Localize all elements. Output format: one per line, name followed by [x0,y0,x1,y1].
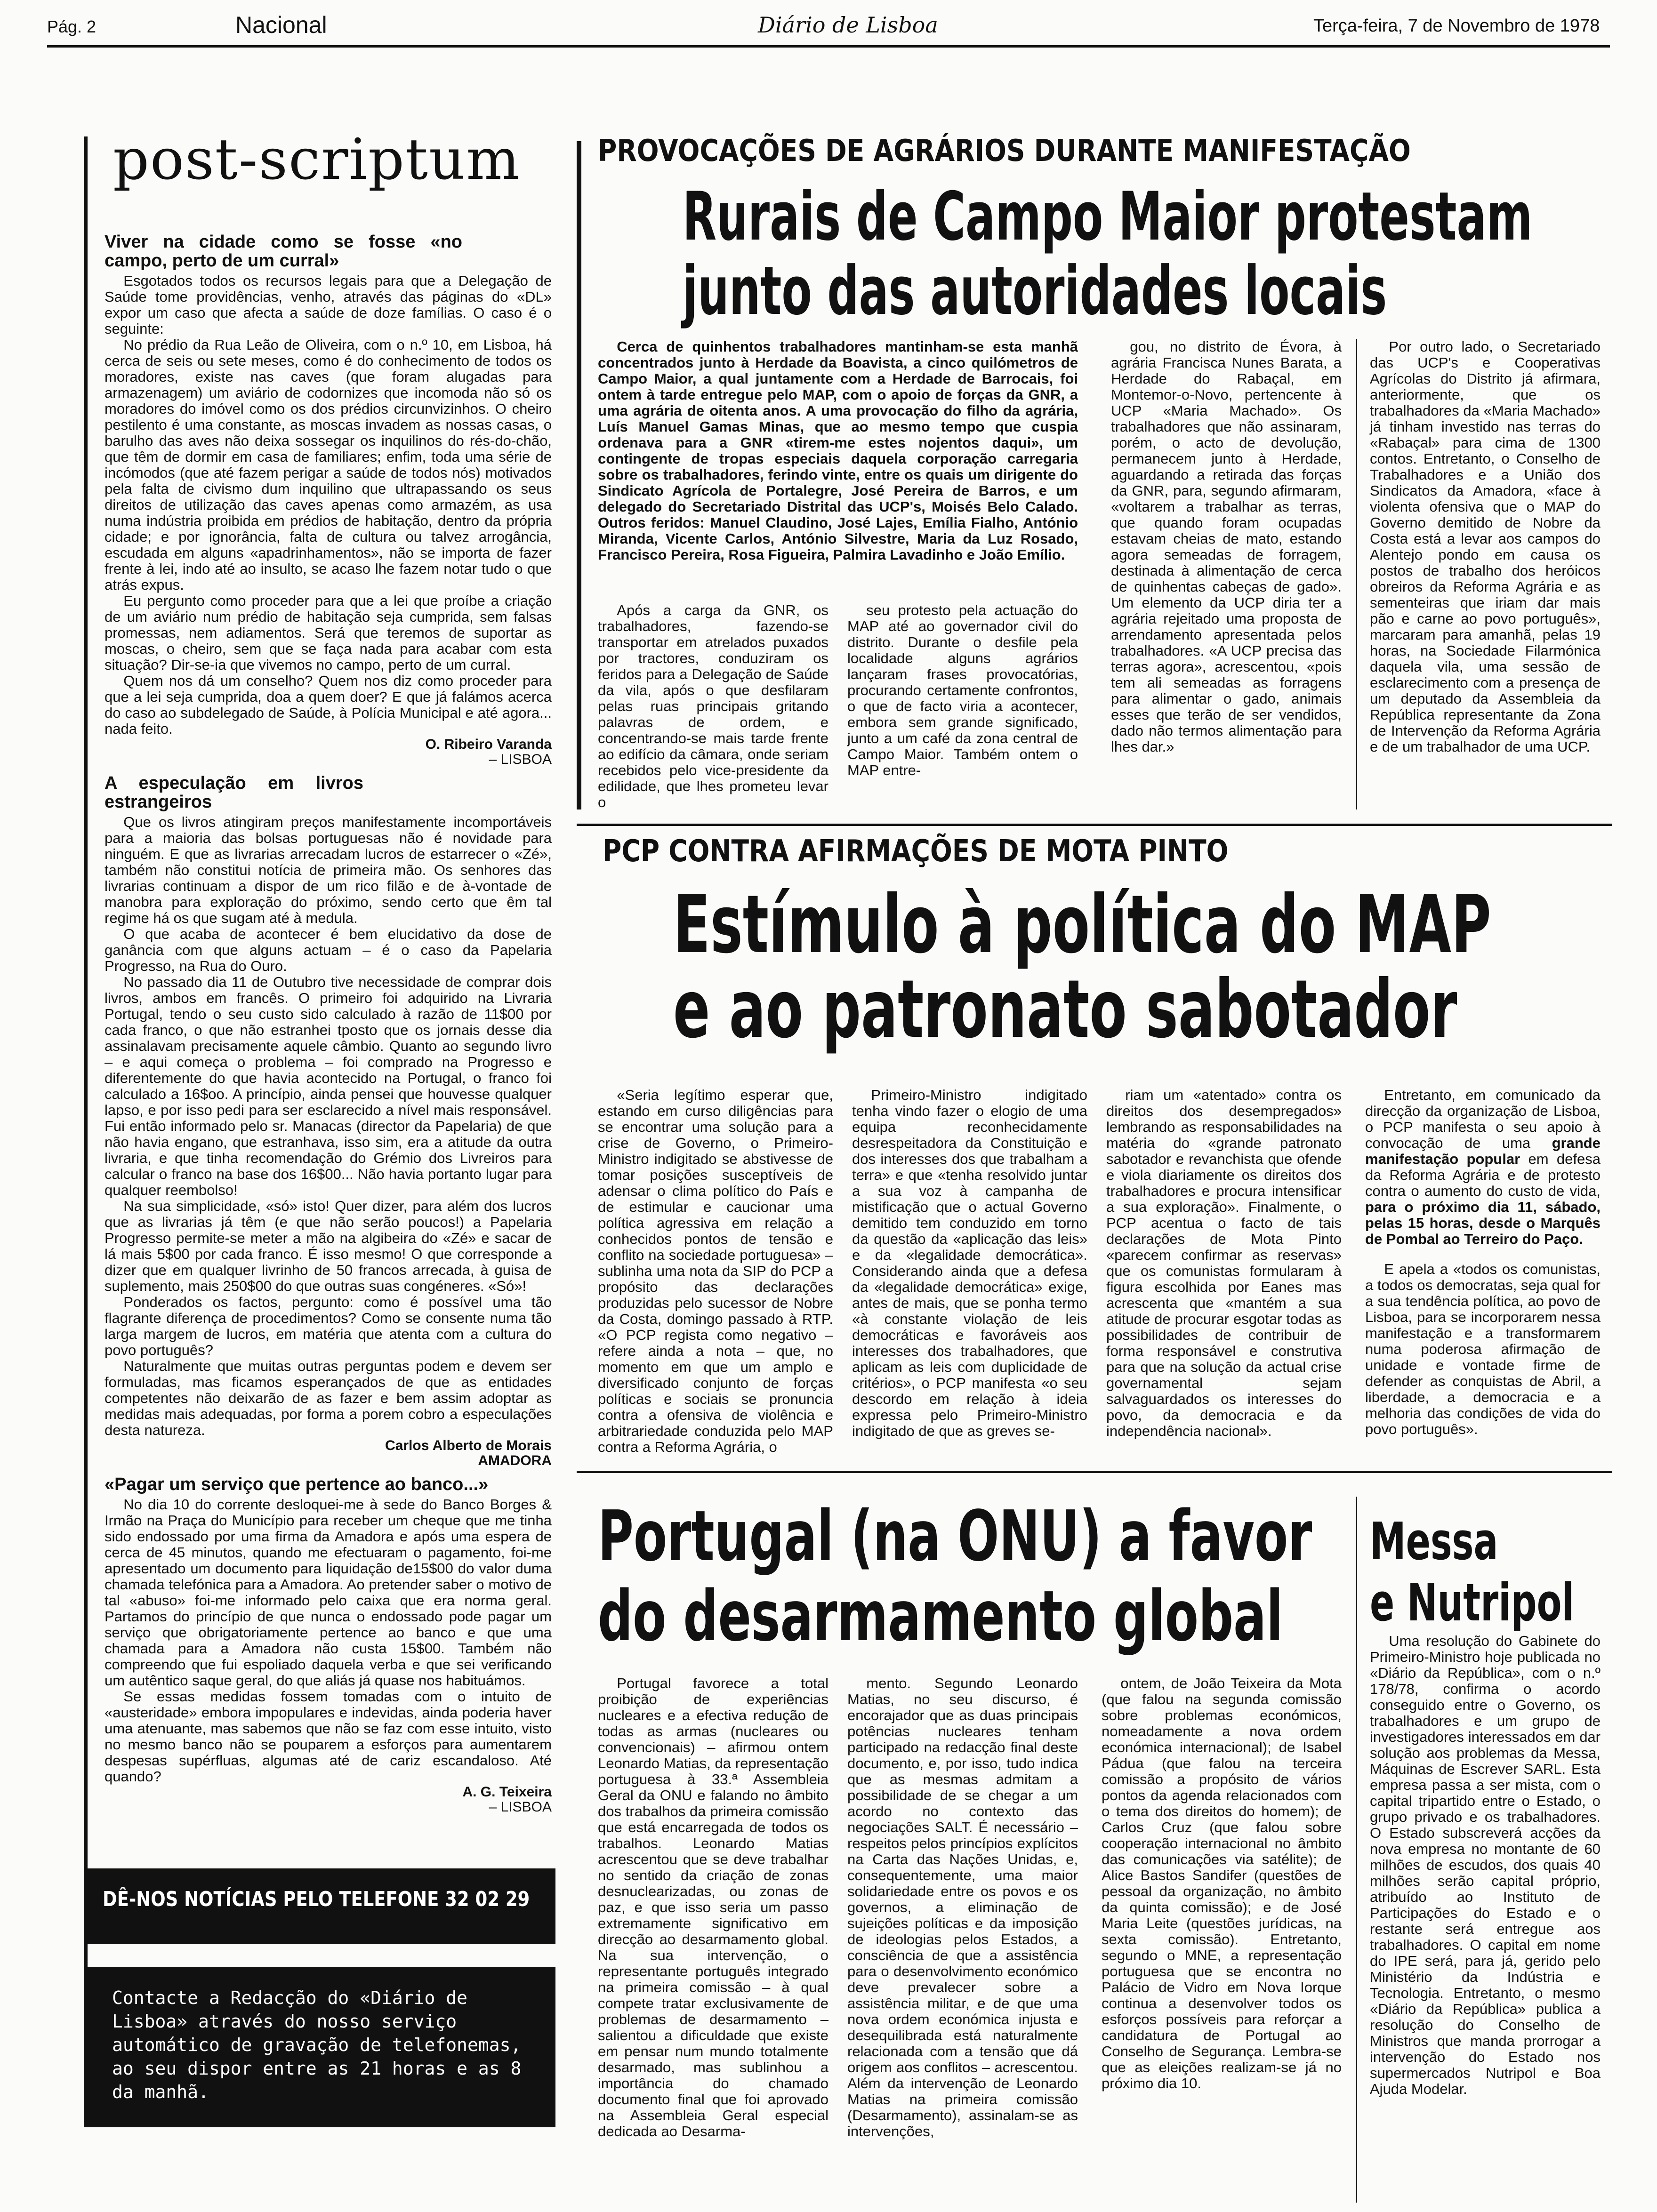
letter-2-p3: No passado dia 11 de Outubro tive necessidade de comprar dois livros, ambos em francês. O primeiro foi adquirido na Livraria Portugal, tendo o seu custo sido calculado à razão de 11$00 por cada franco, o que não estranhei tposto que os jornais desse dia assinalavam precisamente aquele câmbio. Quanto ao segundo livro – e aqui começa o problema – foi comprado na Progresso e diferentemente do que havia acontecido na Portugal, o franco foi calculado a 16$oo. A princípio, ainda pensei que houvesse qualquer lapso, e por isso pedi para ser esclarecido a nível mais responsável. Fui então informado pelo sr. Manacas (director da Papelaria) de que não havia engano, que estranhava, isso sim, era a atitude da outra livraria, e que tinha recomendação do Grémio dos Livreiros para calcular o franco na base dos 16$00... Não havia portanto lugar para qualquer reembolso! [105,974,552,1198]
pcp-col-d-p1-mid: em defesa da Reforma Agrária e de protesto contra o aumento do custo de vida, [1365,1151,1601,1199]
rurais-col-d [1370,339,1601,809]
letter-1-p1: Esgotados todos os recursos legais para que a Delegação de Saúde tome providências, venho, através das páginas do «DL» expor um caso que afecta a saúde de doze famílias. O caso é o seguinte: [105,272,552,337]
onu-col-b-text: mento. Segundo Leonardo Matias, no seu discurso, é encorajador que as duas principais potências nucleares tenham participado na redacção final deste documento, e, por isso, tudo indica que as mesmas admitam a possibilidade de se chegar a um acordo no contexto das negociações SALT. É necessário – respeitos pelos princípios explícitos na Carta das Nações Unidas, e, consequentemente, uma maior solidariedade entre os povos e os governos, a eliminação de sujeições políticas e da imposição de ideologias pelos Estados, a consciência de que a assistência para o desenvolvimento económico deve prevalecer sobre a assistência militar, e de que uma nova ordem económica injusta e desequilibrada está naturalmente relacionada com a tensão que dá origem aos conflitos – acrescentou. Além da intervenção de Leonardo Matias na primeira comissão (Desarmamento), assinalam-se as intervenções, [847,1675,1078,2140]
onu-headline-1: Portugal (na ONU) a favor [598,1496,1312,1577]
messa-headline-2: e Nutripol [1370,1572,1574,1633]
pcp-headline-2: e ao patronato sabotador [673,963,1457,1056]
rurais-headline-1: Rurais de Campo Maior protestam [683,178,1533,256]
letter-1-p4: Quem nos dá um conselho? Quem nos diz como proceder para que a lei seja cumprida, doa a quem doer? E que já falámos acerca do caso ao subdelegado de Saúde, à Polícia Municipal e até agora... nada feito. [105,673,552,737]
letter-3-title: «Pagar um serviço que pertence ao banco...» [105,1475,489,1494]
letter-1-title: Viver na cidade como se fosse «no campo, perto de um curral» [105,232,462,271]
section-name: Nacional [235,12,327,38]
onu-headline-2: do desarmamento global [598,1576,1283,1657]
letter-3-p1: No dia 10 do corrente desloquei-me à sede do Banco Borges & Irmão na Praça do Município para receber um cheque que me tinha sido endossado por uma firma da Amadora e após uma espera de cerca de 45 minutos, quando me efectuaram o pagamento, foi-me apresentado um documento para liquidação de15$00 do valor duma chamada telefónica para a Amadora. Ao pretender saber o motivo de tal «abuso» foi-me informado pelo caixa que era norma geral. Partamos do princípio de que nunca o endossado pode pagar um serviço que obrigatoriamente pertence ao banco e que uma chamada para a Amadora não custa 15$00. Também não compreendo que fui espoliado daquela verba e que sei verificando um autêntico saque geral, do que aliás já quase nos habituámos. [105,1496,552,1689]
letter-1-place: – LISBOA [489,752,552,767]
pcp-col-b-text: Primeiro-Ministro indigitado tenha vindo fazer o elogio de uma equipa reconhecidamente desrespeitadora da Constituição e dos interesses dos que trabalham a terra» e que «tenha resolvido juntar a sua voz à campanha de mistificação que o actual Governo demitido tem conduzido em torno da questão da «aplicação das leis» e da «legalidade democrática». Considerando ainda que a defesa da «legalidade democrática» exige, antes de mais, que se ponha termo «à constante violação de leis democráticas e favoráveis aos interesses dos trabalhadores, que aplicam as leis com duplicidade de critérios», o PCP manifesta «o seu descordo em relação à ideia expressa pelo Primeiro-Ministro indigitado de que as greves se- [852,1087,1087,1439]
pcp-col-d-p1-bold: grande manifestação popular [1365,1135,1601,1167]
messa-headline-1: Messa [1370,1511,1498,1571]
letter-3-p2: Se essas medidas fossem tomadas com o intuito de «austeridade» embora impopulares e indevidas, ainda poderia haver uma atenuante, mas sabemos que não se faz com esse intuito, visto no mesmo banco não se pouparem a esforços para aumentarem despesas supérfluas, algumas até de cariz escandaloso. Até quando? [105,1688,552,1785]
postscriptum-column [105,226,552,1845]
pcp-headline-1: Estímulo à política do MAP [673,878,1491,971]
pcp-col-a [598,1087,833,1455]
rurais-col-c [1111,339,1342,809]
postscriptum-left-bar [84,136,88,2127]
letter-2-place: AMADORA [478,1453,552,1468]
rurais-headline-2: junto das autoridades locais [683,252,1387,330]
pcp-kicker: PCP CONTRA AFIRMAÇÕES DE MOTA PINTO [603,834,1229,869]
letter-2-signature: Carlos Alberto de Morais [385,1438,552,1453]
letter-2-title: A especulação em livros estrangeiros [105,773,363,812]
pcp-col-c-text: riam um «atentado» contra os direitos dos desempregados» lembrando as responsabilidades na matéria do «grande patronato sabotador e revanchista que ofende e viola diariamente os direitos dos trabalhadores e procura intensificar a sua exploração». Finalmente, o PCP acentua o facto de tais declarações de Mota Pinto «parecem confirmar as reservas» que os comunistas formularam à figura escolhida por Eanes mas acrescenta que «mantém a sua atitude de procurar esgotar todas as possibilidades de contribuir de forma responsável e construtiva para que na solução da actual crise governamental sejam salvaguardados os interesses do povo, da democracia e da independência nacional». [1106,1087,1342,1439]
onu-col-a [598,1675,828,2203]
rurais-bottom-rule [577,824,1612,826]
letter-2-p1: Que os livros atingiram preços manifestamente incomportáveis para a maioria das bolsas portuguesas não é novidade para ninguém. E que as livrarias arrecadam lucros de estarrecer o «Zé», também não constitui notícia de primeira mão. Os senhores das livrarias continuam a dispor de um rico filão e de à-vontade de manobra para exploração do próximo, sendo certo que êm tal regime há os que sugam até à medula. [105,814,552,926]
pcp-col-c [1106,1087,1342,1445]
letter-3-place: – LISBOA [489,1799,552,1815]
phone-box-text: Contacte a Redacção do «Diário de Lisboa» através do nosso serviço automático de gravação de telefonemas, ao seu dispor entre as 21 horas e as 8 da manhã. [112,1988,522,2102]
onu-col-c-text: ontem, de João Teixeira da Mota (que falou na segunda comissão sobre problemas económicos, nomeadamente a nova ordem económica internacional); de Isabel Pádua (que falou na terceira comissão a propósito de vários pontos da agenda relacionados com o tema dos direitos do homem); de Carlos Cruz (que falou sobre cooperação internacional no âmbito das comunicações via satélite); de Alice Bastos Sandifer (questões de pessoal da organização, no âmbito da quinta comissão); e de José Maria Leite (questões jurídicas, na sexta comissão). Entretanto, segundo o MNE, a representação portuguesa que se encontra no Palácio de Vidro em Nova Iorque continua a desenvolver todos os esforços possíveis para reforçar a candidatura de Portugal ao Conselho de Segurança. Lembra-se que as eleições realizam-se já no próximo dia 10. [1102,1675,1342,2092]
pcp-col-d-p2: E apela a «todos os comunistas, a todos os democratas, seja qual for a sua tendência política, ao povo de Lisboa, para se incorporarem nessa manifestação e a transformarem numa poderosa afirmação de unidade e vontade firme de defender as conquistas de Abril, a liberdade, a democracia e a melhoria das condições de vida do povo português». [1365,1261,1601,1437]
rurais-lead-text: Cerca de quinhentos trabalhadores mantinham-se esta manhã concentrados junto à Herdade da Boavista, a cinco quilómetros de Campo Maior, a qual juntamente com a Herdade de Barrocais, foi ontem à tarde entregue pelo MAP, com o apoio de forças da GNR, a uma agrária de oitenta anos. A uma provocação do filho da agrária, Luís Manuel Gamas Minas, que ao mesmo tempo que cuspia ordenava para a GNR «tirem-me estes nojentos daqui», um contingente de tropas especiais daquela corporação carregaria sobre os trabalhadores, ferindo vinte, entre os quais um dirigente do Sindicato Agrícola de Portalegre, José Pereira de Barros, e um delegado do Secretariado Distrital das UCP's, Moisés Belo Calado. Outros feridos: Manuel Claudino, José Lajes, Emília Fialho, António Miranda, Vicente Carlos, António Silvestre, Maria da Luz Rosado, Francisco Pereira, Rosa Figueira, Palmira Lavadinho e João Emílio. [598,338,1078,563]
letter-1-p2: No prédio da Rua Leão de Oliveira, com o n.º 10, em Lisboa, há cerca de seis ou sete meses, como é do conhecimento de todos os moradores, existe nas caves (que foram alugadas para armazenagem) um aviário de codornizes que incomoda não só os moradores do imóvel como os dos prédios circunvizinhos. O cheiro pestilento é uma constante, as moscas invadem as nossas casas, o barulho das aves não deixa sossegar os inquilinos do rés-do-chão, que têm de dormir em casa de familiares; enfim, toda uma série de incómodos (que até fazem perigar a saúde de todos nós) motivados pela falta de civismo dum inquilino que ultrapassando os seus direitos de utilização das caves apenas como armazém, as usa numa indústria proibida em prédios de habitação, dentro da própria cidade; e por ignorância, falta de cultura ou talvez arrogância, escudada em alguns «apadrinhamentos», não se importa de fazer frente à lei, indo até ao insulto, se acaso lhe fazem notar tudo o que atrás expus. [105,337,552,593]
pcp-col-b [852,1087,1087,1445]
onu-messa-divider [1356,1497,1357,2203]
onu-col-c [1102,1675,1342,2203]
pcp-col-d-p1-bold2: para o próximo dia 11, sábado, pelas 15 horas, desde o Marquês de Pombal ao Terreiro do Paço. [1365,1199,1601,1247]
pcp-col-d [1365,1087,1601,1445]
rurais-lead [598,339,1078,602]
letter-3-signature: A. G. Teixeira [462,1784,552,1800]
pcp-col-d-p1-start: Entretanto, em comunicado da direcção da organização de Lisboa, o PCP manifesta o seu apoio à convocação de uma [1365,1087,1601,1151]
phone-band [84,1868,555,1944]
pcp-bottom-rule [577,1471,1612,1473]
rurais-left-bar [577,141,581,809]
phone-band-text: DÊ-NOS NOTÍCIAS PELO TELEFONE 32 02 29 [103,1887,530,1911]
header-rule [47,45,1610,48]
onu-col-a-text: Portugal favorece a total proibição de experiências nucleares e a efectiva redução de todas as armas (nucleares ou convencionais) – afirmou ontem Leonardo Matias, da representação portuguesa à 33.ª Assembleia Geral da ONU e falando no âmbito dos trabalhos da primeira comissão que está encarregada de todos os trabalhos. Leonardo Matias acrescentou que se deve trabalhar no sentido da criação de zonas desnuclearizadas, ou zonas de paz, e que isso seria um passo extremamente significativo em direcção ao desarmamento global. Na sua intervenção, o representante português integrado na primeira comissão – à qual compete tratar exclusivamente de problemas de desarmamento – salientou a dificuldade que existe em pensar num mundo totalmente desarmado, mas sublinhou a importância do chamado documento final que foi aprovado na Assembleia Geral especial dedicada ao Desarma- [598,1675,828,2140]
messa-body [1370,1633,1601,2203]
rurais-col-b-text: seu protesto pela actuação do MAP até ao governador civil do distrito. Durante o desfile pela localidade alguns agrários lançaram frases provocatórias, procurando certamente confrontos, o que de facto viria a acontecer, embora sem grande significado, junto a um café da zona central de Campo Maior. Também ontem o MAP entre- [847,602,1078,778]
rurais-col-d-text: Por outro lado, o Secretariado das UCP's e Cooperativas Agrícolas do Distrito já afirmara, anteriormente, que os trabalhadores da «Maria Machado» já tinham investido nas terras do «Rabaçal» para cima de 1300 contos. Entretanto, o Conselho de Trabalhadores e a União dos Sindicatos da Amadora, «face à violenta ofensiva que o MAP do Governo demitido de Nobre da Costa está a levar aos campos do Alentejo pondo em causa os postos de trabalho dos heróicos obreiros da Reforma Agrária e as sementeiras que iriam dar mais pão e carne ao povo português», marcaram para amanhã, pelas 19 horas, na Sociedade Filarmónica daquela vila, uma sessão de esclarecimento com a presença de um deputado da Assembleia da República representante da Zona de Intervenção da Reforma Agrária e de um trabalhador de uma UCP. [1370,338,1601,755]
page-number: Pág. 2 [47,17,97,36]
rurais-col-b [847,602,1078,809]
pcp-col-a-text: «Seria legítimo esperar que, estando em curso diligências para se encontrar uma solução para a crise de Governo, o Primeiro-Ministro indigitado se abstivesse de tomar posições susceptíveis de adensar o clima político do País e de estimular e caucionar uma política agressiva em relação a conhecidos pontos de tensão e conflito na sociedade portuguesa» – sublinha uma nota da SIP do PCP a propósito das declarações produzidas pelo sucessor de Nobre da Costa, domingo passado à RTP. «O PCP regista como negativo – refere ainda a nota – que, no momento em que um amplo e diversificado conjunto de forças políticas e sociais se pronuncia contra a ofensiva de violência e arbitrariedade conduzida pelo MAP contra a Reforma Agrária, o [598,1087,833,1455]
messa-body-text: Uma resolução do Gabinete do Primeiro-Ministro hoje publicada no «Diário da República», com o n.º 178/78, confirma o acordo conseguido entre o Governo, os trabalhadores e um grupo de investigadores interessados em dar solução aos problemas da Messa, Máquinas de Escrever SARL. Esta empresa passa a ser mista, com o capital tripartido entre o Estado, o grupo privado e os trabalhadores. O Estado subscreverá acções da nova empresa no montante de 60 milhões de escudos, dos quais 40 milhões serão capital próprio, atribuído ao Instituto de Participações do Estado e o restante será entregue aos trabalhadores. O capital em nome do IPE será, para já, gerido pelo Ministério da Indústria e Tecnologia. Entretanto, o mesmo «Diário da República» publica a resolução do Conselho de Ministros que manda prorrogar a intervenção do Estado nos supermercados Nutripol e Boa Ajuda Modelar. [1370,1633,1601,2097]
masthead: Diário de Lisboa [758,12,938,38]
phone-box [84,1967,555,2127]
rurais-col-c-text: gou, no distrito de Évora, à agrária Francisca Nunes Barata, a Herdade do Rabaçal, em Montemor-o-Novo, pertencente à UCP «Maria Machado». Os trabalhadores que não assinaram, porém, o acto de devolução, permanecem junto à Herdade, aguardando a retirada das forças da GNR, para, segundo afirmaram, «voltarem a trabalhar as terras, que quando foram ocupadas estavam cheias de mato, estando agora semeadas de forragem, destinada à alimentação de cerca de quinhentas cabeças de gado». Um elemento da UCP diria ter a agrária rejeitado uma proposta de arrendamento apresentada pelos trabalhadores. «A UCP precisa das terras agora», acrescentou, «pois tem ali semeadas as forragens para alimentar o gado, animais esses que terão de ser vendidos, dado não termos alimentação para lhes dar.» [1111,338,1342,755]
letter-2-p2: O que acaba de acontecer é bem elucidativo da dose de ganância com que alguns actuam – é o caso da Papelaria Progresso, na Rua do Ouro. [105,926,552,974]
rurais-col-rule [1356,339,1357,809]
letter-1-signature: O. Ribeiro Varanda [425,737,552,752]
letter-2-p5: Ponderados os factos, pergunto: como é possível uma tão flagrante diferença de procedimentos? Como se consente numa tão larga margem de lucros, em matéria que atenta com a cultura do povo português? [105,1294,552,1358]
onu-col-b [847,1675,1078,2203]
letter-2-p6: Naturalmente que muitas outras perguntas podem e devem ser formuladas, mas ficamos esperançados de que as entidades competentes não deixarão de as fazer e bem assim adoptar as medidas mais adequadas, por forma a porem cobro a especulações desta natureza. [105,1358,552,1438]
rurais-col-a [598,602,828,809]
letter-1-p3: Eu pergunto como proceder para que a lei que proíbe a criação de um aviário num prédio de habitação seja cumprida, sem falsas promessas, nem adiamentos. Será que teremos de suportar as moscas, o cheiro, sem que se faça nada para acabar com esta situação? Dir-se-ia que vivemos no campo, perto de um curral. [105,593,552,673]
rurais-col-a-text: Após a carga da GNR, os trabalhadores, fazendo-se transportar em atrelados puxados por tractores, conduziram os feridos para a Delegação de Saúde da vila, após o que desfilaram pelas ruas principais gritando palavras de ordem, e concentrando-se mais tarde frente ao edifício da câmara, onde seriam recebidos pelo vice-presidente da edilidade, que lhes prometeu levar o [598,602,828,810]
pcp-col-d-p1 [1365,1087,1601,1247]
postscriptum-title: post-scriptum [113,127,521,192]
letter-2-p4: Na sua simplicidade, «só» isto! Quer dizer, para além dos lucros que as livrarias já têm (e que não serão poucos!) a Papelaria Progresso permite-se meter a mão na algibeira do «Zé» e sacar de lá mais 5$00 por cada franco. É isso mesmo! O que corresponde a dizer que em qualquer livrinho de 50 francos arrecada, à guisa de suplemento, mais 250$00 do que outras suas congéneres. «Só»! [105,1198,552,1294]
rurais-kicker: PROVOCAÇÕES DE AGRÁRIOS DURANTE MANIFESTAÇÃO [598,134,1411,168]
issue-date: Terça-feira, 7 de Novembro de 1978 [1313,16,1600,36]
